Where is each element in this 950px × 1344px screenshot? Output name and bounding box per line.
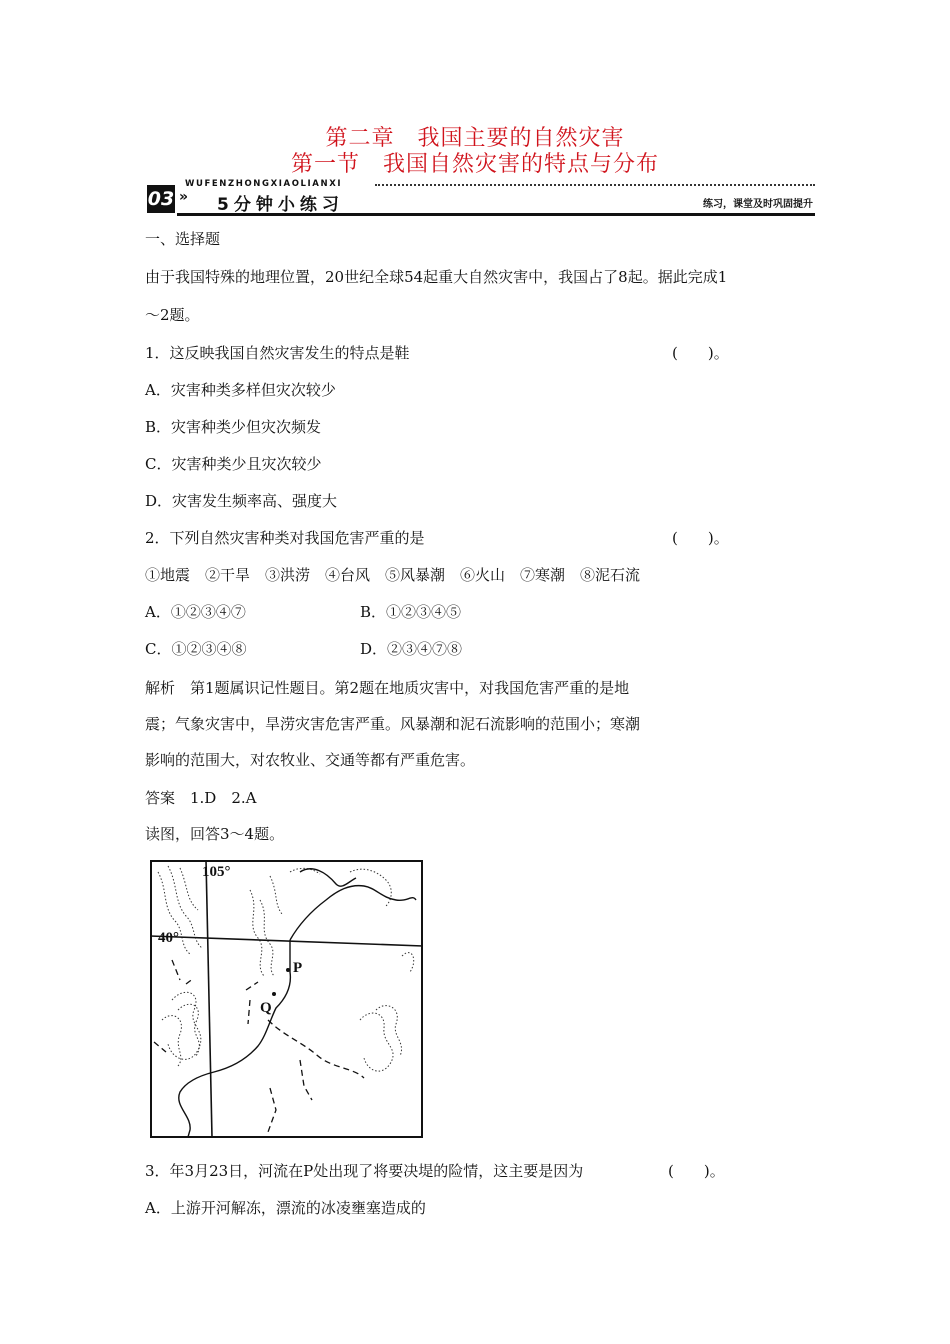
intro-line-1: 由于我国特殊的地理位置，20世纪全球54起重大自然灾害中，我国占了8起。据此完成1 [145, 268, 728, 286]
banner-number: 03 [147, 185, 175, 213]
map-figure [150, 860, 423, 1138]
q2-answer-paren: ( )。 [672, 529, 729, 547]
q2-stem: 2．下列自然灾害种类对我国危害严重的是 [145, 529, 425, 547]
q2-option-c: C．①②③④⑧ [145, 640, 247, 658]
banner-arrow-icon: » [179, 189, 189, 205]
q2-option-b: B．①②③④⑤ [360, 603, 462, 621]
banner-label: 5分钟小练习 [217, 195, 344, 215]
q2-option-d: D．②③④⑦⑧ [360, 640, 463, 658]
map-longitude-label: 105° [202, 864, 231, 880]
chapter-title: 第二章 我国主要的自然灾害 [325, 126, 625, 151]
section-heading: 一、选择题 [145, 230, 221, 248]
practice-banner [147, 181, 815, 215]
analysis-line-1: 解析 第1题属识记性题目。第2题在地质灾害中，对我国危害严重的是地 [145, 679, 630, 697]
q2-items: ①地震 ②干旱 ③洪涝 ④台风 ⑤风暴潮 ⑥火山 ⑦寒潮 ⑧泥石流 [145, 566, 641, 584]
map-point-q: Q [260, 1000, 272, 1016]
q1-option-c: C．灾害种类少且灾次较少 [145, 455, 322, 473]
banner-dotted-line [375, 184, 815, 186]
section-title: 第一节 我国自然灾害的特点与分布 [290, 152, 659, 177]
q3-stem: 3．年3月23日，河流在P处出现了将要决堤的险情，这主要是因为 [145, 1162, 584, 1180]
q1-stem: 1．这反映我国自然灾害发生的特点是鞋 [145, 344, 410, 362]
map-latitude-label: 40° [158, 930, 179, 946]
q1-option-b: B．灾害种类少但灾次频发 [145, 418, 322, 436]
q3-option-a: A．上游开河解冻，漂流的冰凌壅塞造成的 [145, 1199, 426, 1217]
analysis-line-2: 震；气象灾害中，旱涝灾害危害严重。风暴潮和泥石流影响的范围小；寒潮 [145, 715, 641, 733]
read-map-instruction: 读图，回答3～4题。 [145, 825, 285, 843]
answer-line: 答案 1.D 2.A [145, 789, 257, 807]
banner-pinyin: WUFENZHONGXIAOLIANXI [185, 179, 343, 189]
banner-underline [177, 213, 815, 216]
q1-option-a: A．灾害种类多样但灾次较少 [145, 381, 336, 399]
analysis-line-3: 影响的范围大，对农牧业、交通等都有严重危害。 [145, 751, 476, 769]
q1-option-d: D．灾害发生频率高、强度大 [145, 492, 338, 510]
intro-line-2: ～2题。 [145, 306, 200, 324]
q3-answer-paren: ( )。 [668, 1162, 725, 1180]
banner-right-text: 练习，课堂及时巩固提升 [703, 199, 813, 210]
map-point-p: P [293, 960, 303, 976]
q1-answer-paren: ( )。 [672, 344, 729, 362]
q2-option-a: A．①②③④⑦ [145, 603, 246, 621]
